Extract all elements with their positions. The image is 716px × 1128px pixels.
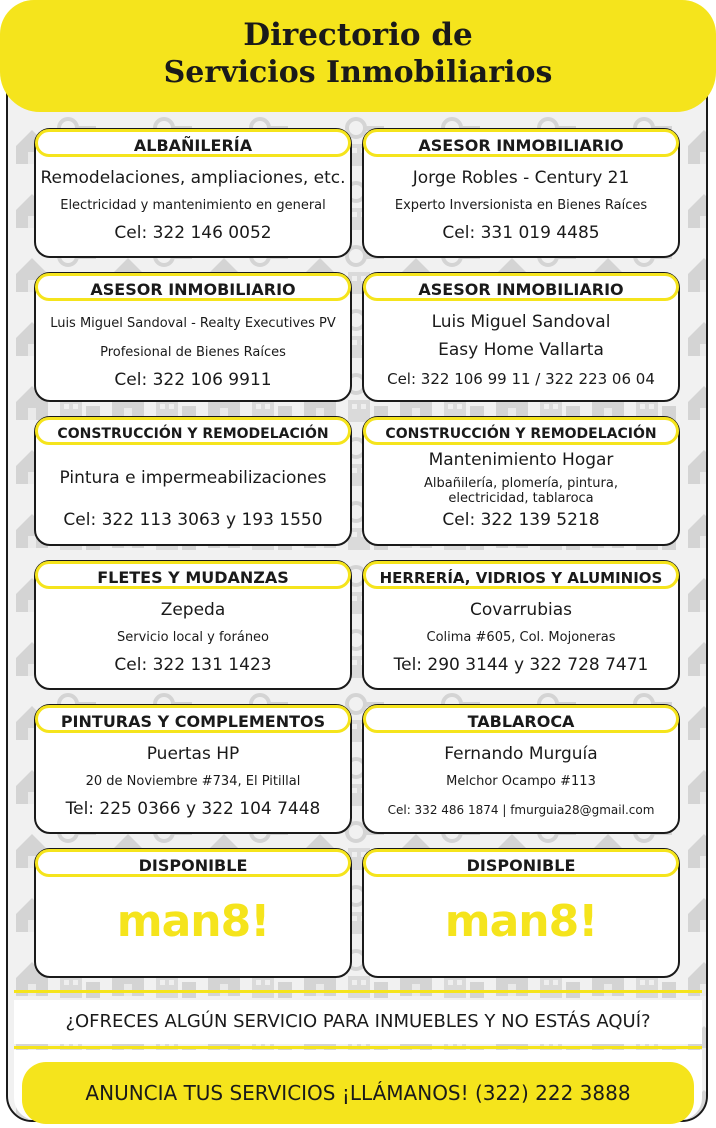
divider-top bbox=[14, 990, 702, 993]
listing-card-albanileria[interactable] bbox=[34, 128, 352, 258]
listing-line-2: Experto Inversionista en Bienes Raíces bbox=[394, 198, 648, 213]
listing-phone[interactable]: Cel: 322 106 99 11 / 322 223 06 04 bbox=[387, 370, 655, 388]
listing-card-disponible-1[interactable] bbox=[34, 848, 352, 978]
listing-card-asesor-3[interactable] bbox=[362, 272, 680, 402]
listing-phone[interactable]: Cel: 331 019 4485 bbox=[442, 223, 600, 243]
category-tab: ALBAÑILERÍA bbox=[35, 129, 351, 157]
listing-card-construccion-2[interactable] bbox=[362, 416, 680, 546]
man8-logo: man8! bbox=[116, 896, 270, 947]
page-title-line2: Servicios Inmobiliarios bbox=[163, 55, 553, 90]
category-tab: DISPONIBLE bbox=[363, 849, 679, 877]
category-tab: ASESOR INMOBILIARIO bbox=[363, 129, 679, 157]
category-tab: FLETES Y MUDANZAS bbox=[35, 561, 351, 589]
category-tab: CONSTRUCCIÓN Y REMODELACIÓN bbox=[35, 417, 351, 445]
listing-line-2: Electricidad y mantenimiento en general bbox=[60, 198, 326, 213]
listing-line-1: Fernando Murguía bbox=[444, 744, 598, 764]
listing-phone[interactable]: Cel: 322 146 0052 bbox=[114, 223, 272, 243]
listing-line-1: Luis Miguel Sandoval bbox=[431, 312, 611, 332]
listing-card-construccion-1[interactable] bbox=[34, 416, 352, 546]
listing-line-1: Covarrubias bbox=[470, 600, 572, 620]
title-banner bbox=[0, 0, 716, 112]
listing-card-herreria[interactable] bbox=[362, 560, 680, 690]
listing-card-disponible-2[interactable] bbox=[362, 848, 680, 978]
listing-line-2: Servicio local y foráneo bbox=[116, 630, 270, 645]
listing-line-1: Remodelaciones, ampliaciones, etc. bbox=[40, 168, 346, 188]
listing-line-2: Easy Home Vallarta bbox=[438, 340, 604, 360]
listing-line-1: Jorge Robles - Century 21 bbox=[412, 168, 630, 188]
listing-phone[interactable]: Cel: 322 106 9911 bbox=[114, 370, 272, 390]
listing-phone[interactable]: Cel: 322 131 1423 bbox=[114, 655, 272, 675]
category-tab: ASESOR INMOBILIARIO bbox=[363, 273, 679, 301]
listing-contact[interactable]: Cel: 332 486 1874 | fmurguia28@gmail.com bbox=[387, 803, 655, 817]
listing-line-2: Profesional de Bienes Raíces bbox=[100, 345, 286, 360]
listing-line-1: Puertas HP bbox=[146, 744, 240, 764]
listing-phone[interactable]: Cel: 322 139 5218 bbox=[442, 510, 600, 530]
category-tab: HERRERÍA, VIDRIOS Y ALUMINIOS bbox=[363, 561, 679, 589]
category-tab: DISPONIBLE bbox=[35, 849, 351, 877]
listing-line-1: Luis Miguel Sandoval - Realty Executives PV bbox=[50, 316, 336, 331]
cta-banner[interactable]: ANUNCIA TUS SERVICIOS ¡LLÁMANOS! (322) 222 3888 bbox=[22, 1062, 694, 1124]
page-title-line1: Directorio de bbox=[243, 17, 473, 53]
divider-bottom bbox=[14, 1046, 702, 1049]
listing-card-tablaroca[interactable] bbox=[362, 704, 680, 834]
category-tab: TABLAROCA bbox=[363, 705, 679, 733]
listing-phone[interactable]: Tel: 225 0366 y 322 104 7448 bbox=[65, 799, 321, 819]
listing-phone[interactable]: Cel: 322 113 3063 y 193 1550 bbox=[63, 510, 323, 530]
listing-phone[interactable]: Tel: 290 3144 y 322 728 7471 bbox=[393, 655, 649, 675]
listing-card-pinturas[interactable] bbox=[34, 704, 352, 834]
category-tab: CONSTRUCCIÓN Y REMODELACIÓN bbox=[363, 417, 679, 445]
listing-line-1: Mantenimiento Hogar bbox=[428, 450, 614, 470]
category-tab: PINTURAS Y COMPLEMENTOS bbox=[35, 705, 351, 733]
man8-logo: man8! bbox=[444, 896, 598, 947]
question-text: ¿OFRECES ALGÚN SERVICIO PARA INMUEBLES Y NO ESTÁS AQUÍ? bbox=[14, 1000, 702, 1044]
listing-card-asesor-1[interactable] bbox=[362, 128, 680, 258]
listing-line-1: Pintura e impermeabilizaciones bbox=[59, 468, 327, 488]
listing-line-2: Melchor Ocampo #113 bbox=[446, 774, 596, 789]
listing-line-2: 20 de Noviembre #734, El Pitillal bbox=[85, 774, 301, 789]
listing-line-2: Albañilería, plomería, pintura, bbox=[424, 476, 618, 491]
listing-line-2: Colima #605, Col. Mojoneras bbox=[426, 630, 616, 645]
listing-card-fletes[interactable] bbox=[34, 560, 352, 690]
listing-line-3: electricidad, tablaroca bbox=[448, 491, 594, 506]
listing-line-1: Zepeda bbox=[160, 600, 226, 620]
category-tab: ASESOR INMOBILIARIO bbox=[35, 273, 351, 301]
listing-card-asesor-2[interactable] bbox=[34, 272, 352, 402]
